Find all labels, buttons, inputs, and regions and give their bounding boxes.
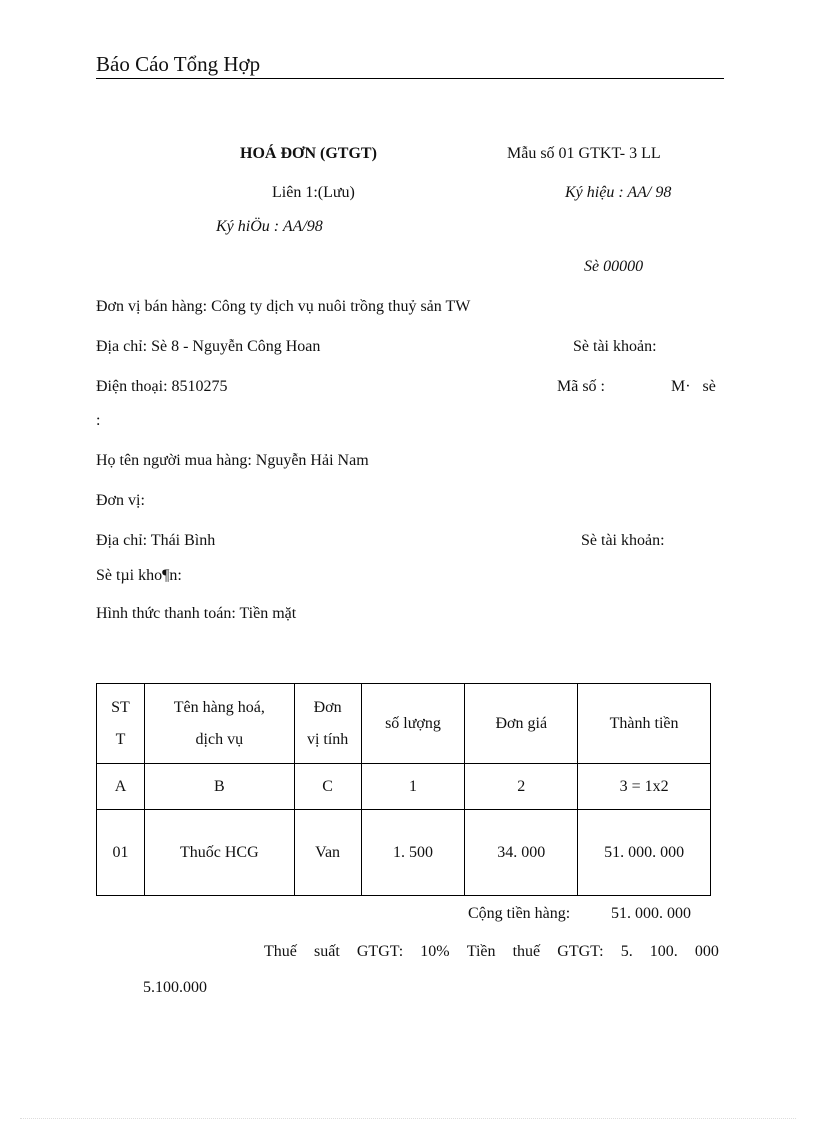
code-cell: B [144,764,294,810]
header-text: Tên hàng hoá, [173,698,265,716]
vat-word: 10% [420,943,450,960]
buyer-name: Họ tên người mua hàng: Nguyễn Hải Nam [96,452,369,469]
code-cell: 2 [465,764,578,810]
header-text: ST [111,698,130,716]
seller-colon: : [96,412,101,429]
vat-word: GTGT: [557,943,604,960]
payment-method: Hình thức thanh toán: Tiền mặt [96,605,297,622]
table-header-row [97,684,711,764]
row-stt: 01 [97,810,145,896]
symbol-left: Ký hiÖu : AA/98 [216,218,323,235]
invoice-number: Sè 00000 [584,258,644,275]
header-text: Đơn [313,698,342,716]
form-number: Mẫu số 01 GTKT- 3 LL [507,145,661,162]
header-text: Thành tiền [609,714,679,732]
invoice-title: HOÁ ĐƠN (GTGT) [240,145,377,162]
subtotal-label: Cộng tiền hàng: [468,905,571,922]
code-cell: 1 [361,764,465,810]
header-cell-unit [294,684,361,764]
vat-word: suất [313,943,340,960]
vat-word: 100. [649,943,678,960]
buyer-unit: Đơn vị: [96,492,145,509]
vat-word: Tiền [466,943,496,960]
header-text: số lượng [385,714,441,732]
subtotal-value: 51. 000. 000 [611,905,691,922]
vat-word: thuế [512,943,541,960]
vat-word: Thuế [264,943,297,960]
row-price: 34. 000 [465,810,578,896]
header-cell-quantity [361,684,465,764]
header-text: dịch vụ [195,730,244,748]
header-text: Đơn giá [495,714,548,732]
vat-line [264,943,719,961]
code-cell: C [294,764,361,810]
vat-amount: 5.100.000 [143,979,207,996]
vat-word: GTGT: [356,943,404,960]
buyer-warehouse: Sè tµi kho¶n: [96,567,182,584]
header-text: T [115,730,126,748]
row-product: Thuốc HCG [144,810,294,896]
code-cell: 3 = 1x2 [578,764,711,810]
header-divider [96,78,724,79]
vat-word: 5. [620,943,633,960]
header-title: Báo Cáo Tổng Hợp [96,52,261,76]
seller-account: Sè tài khoản: [573,338,657,355]
row-quantity: 1. 500 [361,810,465,896]
copy-label: Liên 1:(Lưu) [272,184,355,201]
vat-word: 000 [694,943,719,960]
header-cell-stt [97,684,145,764]
goods-table [96,683,711,896]
seller-phone: Điện thoại: 8510275 [96,378,228,395]
code-cell: A [97,764,145,810]
table-row [97,810,711,896]
header-cell-price [465,684,578,764]
seller-unit: Đơn vị bán hàng: Công ty dịch vụ nuôi trồng thuỷ sản TW [96,298,471,315]
row-unit: Van [294,810,361,896]
buyer-account: Sè tài khoản: [581,532,665,549]
header-cell-name [144,684,294,764]
table-code-row [97,764,711,810]
seller-tax-code-value: M· sè [671,378,716,395]
seller-address: Địa chỉ: Sè 8 - Nguyễn Công Hoan [96,338,321,355]
seller-tax-code-label: Mã số : [557,378,605,395]
header-text: vị tính [306,730,349,748]
row-amount: 51. 000. 000 [578,810,711,896]
buyer-address: Địa chỉ: Thái Bình [96,532,216,549]
page-bottom-divider [20,1118,796,1119]
symbol-right: Ký hiệu : AA/ 98 [565,184,672,201]
header-cell-amount [578,684,711,764]
